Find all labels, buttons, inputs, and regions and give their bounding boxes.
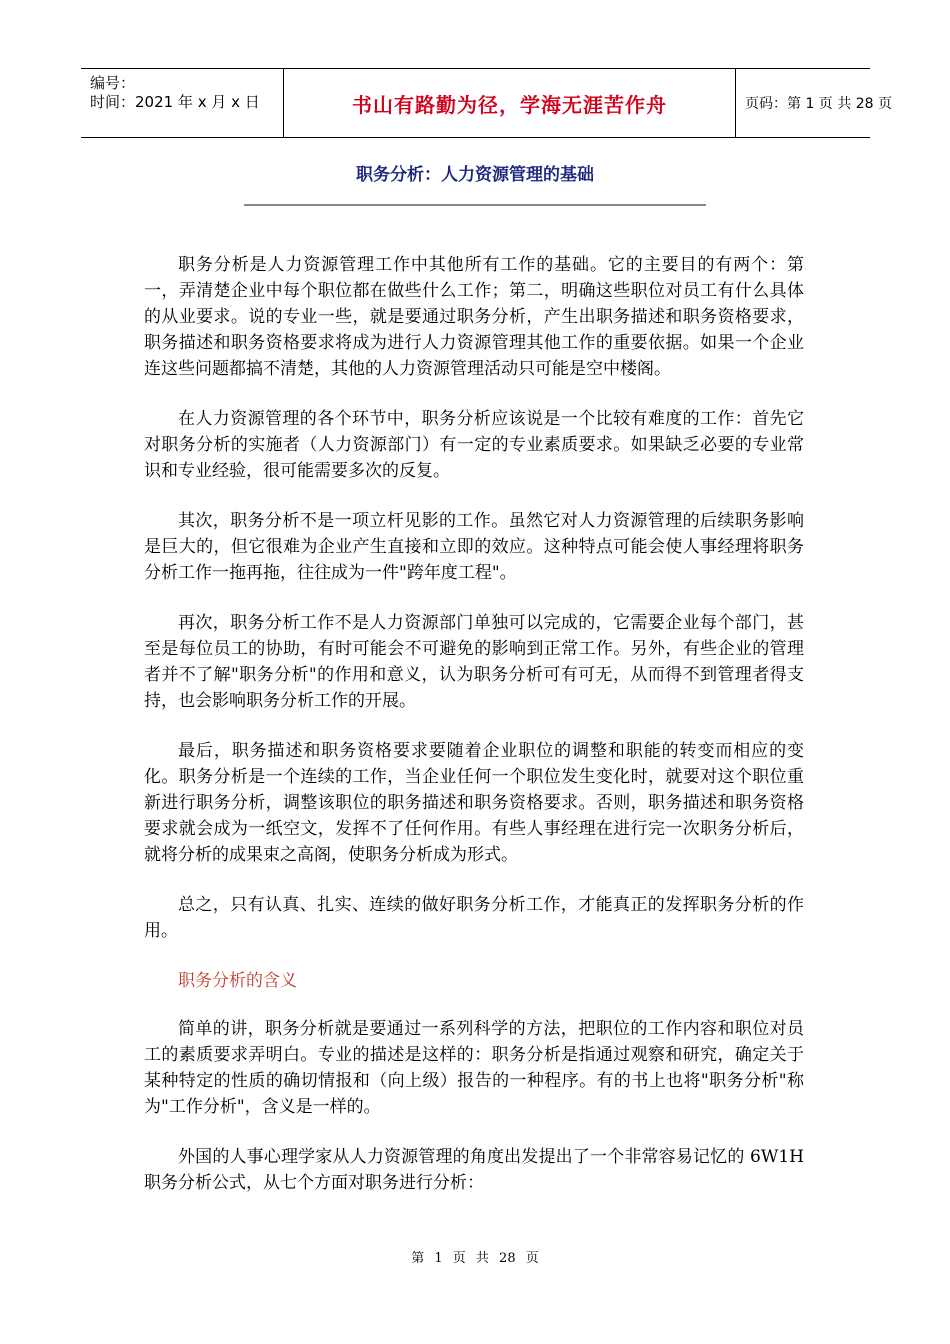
body-paragraph: 其次，职务分析不是一项立杆见影的工作。虽然它对人力资源管理的后续职务影响是巨大的，但它很难为企业产生直接和立即的效应。这种特点可能会使人事经理将职务分析工作一拖再拖，往往成为一件"跨年度工程"。 [144, 511, 804, 583]
document-date-label: 时间：2021 年 x 月 x 日 [90, 93, 260, 111]
header-motto-cell [283, 69, 736, 137]
header-table [81, 68, 892, 138]
document-number-label: 编号： [90, 74, 136, 92]
section-heading: 职务分析的含义 [178, 971, 297, 991]
body-paragraph: 最后，职务描述和职务资格要求要随着企业职位的调整和职能的转变而相应的变化。职务分析是一个连续的工作，当企业任何一个职位发生变化时，就要对这个职位重新进行职务分析，调整该职位的职务描述和职务资格要求。否则，职务描述和职务资格要求就会成为一纸空文，发挥不了任何作用。有些人事经理在进行完一次职务分析后，就将分析的成果束之高阁，使职务分析成为形式。 [144, 741, 804, 865]
body-paragraph: 总之，只有认真、扎实、连续的做好职务分析工作，才能真正的发挥职务分析的作用。 [144, 895, 804, 941]
header-meta-cell [81, 69, 283, 137]
header-motto: 书山有路勤为径，学海无涯苦作舟 [352, 92, 667, 117]
document-body [144, 252, 804, 1220]
body-paragraph: 在人力资源管理的各个环节中，职务分析应该说是一个比较有难度的工作：首先它对职务分析的实施者（人力资源部门）有一定的专业素质要求。如果缺乏必要的专业常识和专业经验，很可能需要多次的反复。 [144, 409, 804, 481]
body-paragraph: 职务分析是人力资源管理工作中其他所有工作的基础。它的主要目的有两个：第一，弄清楚企业中每个职位都在做些什么工作；第二，明确这些职位对员工有什么具体的从业要求。说的专业一些，就是要通过职务分析，产生出职务描述和职务资格要求，职务描述和职务资格要求将成为进行人力资源管理其他工作的重要依据。如果一个企业连这些问题都搞不清楚，其他的人力资源管理活动只可能是空中楼阁。 [144, 255, 804, 379]
body-paragraph: 简单的讲，职务分析就是要通过一系列科学的方法，把职位的工作内容和职位对员工的素质要求弄明白。专业的描述是这样的：职务分析是指通过观察和研究，确定关于某种特定的性质的确切情报和（向上级）报告的一种程序。有的书上也将"职务分析"称为"工作分析"，含义是一样的。 [144, 1019, 804, 1117]
title-divider [244, 204, 706, 206]
body-paragraph: 外国的人事心理学家从人力资源管理的角度出发提出了一个非常容易记忆的 6W1H 职务分析公式，从七个方面对职务进行分析： [144, 1147, 804, 1193]
document-title: 职务分析：人力资源管理的基础 [356, 165, 594, 185]
body-paragraph: 再次，职务分析工作不是人力资源部门单独可以完成的，它需要企业每个部门，甚至是每位员工的协助，有时可能会不可避免的影响到正常工作。另外，有些企业的管理者并不了解"职务分析"的作用和意义，认为职务分析可有可无，从而得不到管理者得支持，也会影响职务分析工作的开展。 [144, 613, 804, 711]
page-footer: 第 1 页 共 28 页 [411, 1251, 539, 1266]
header-page-info: 页码：第 1 页 共 28 页 [745, 96, 892, 112]
